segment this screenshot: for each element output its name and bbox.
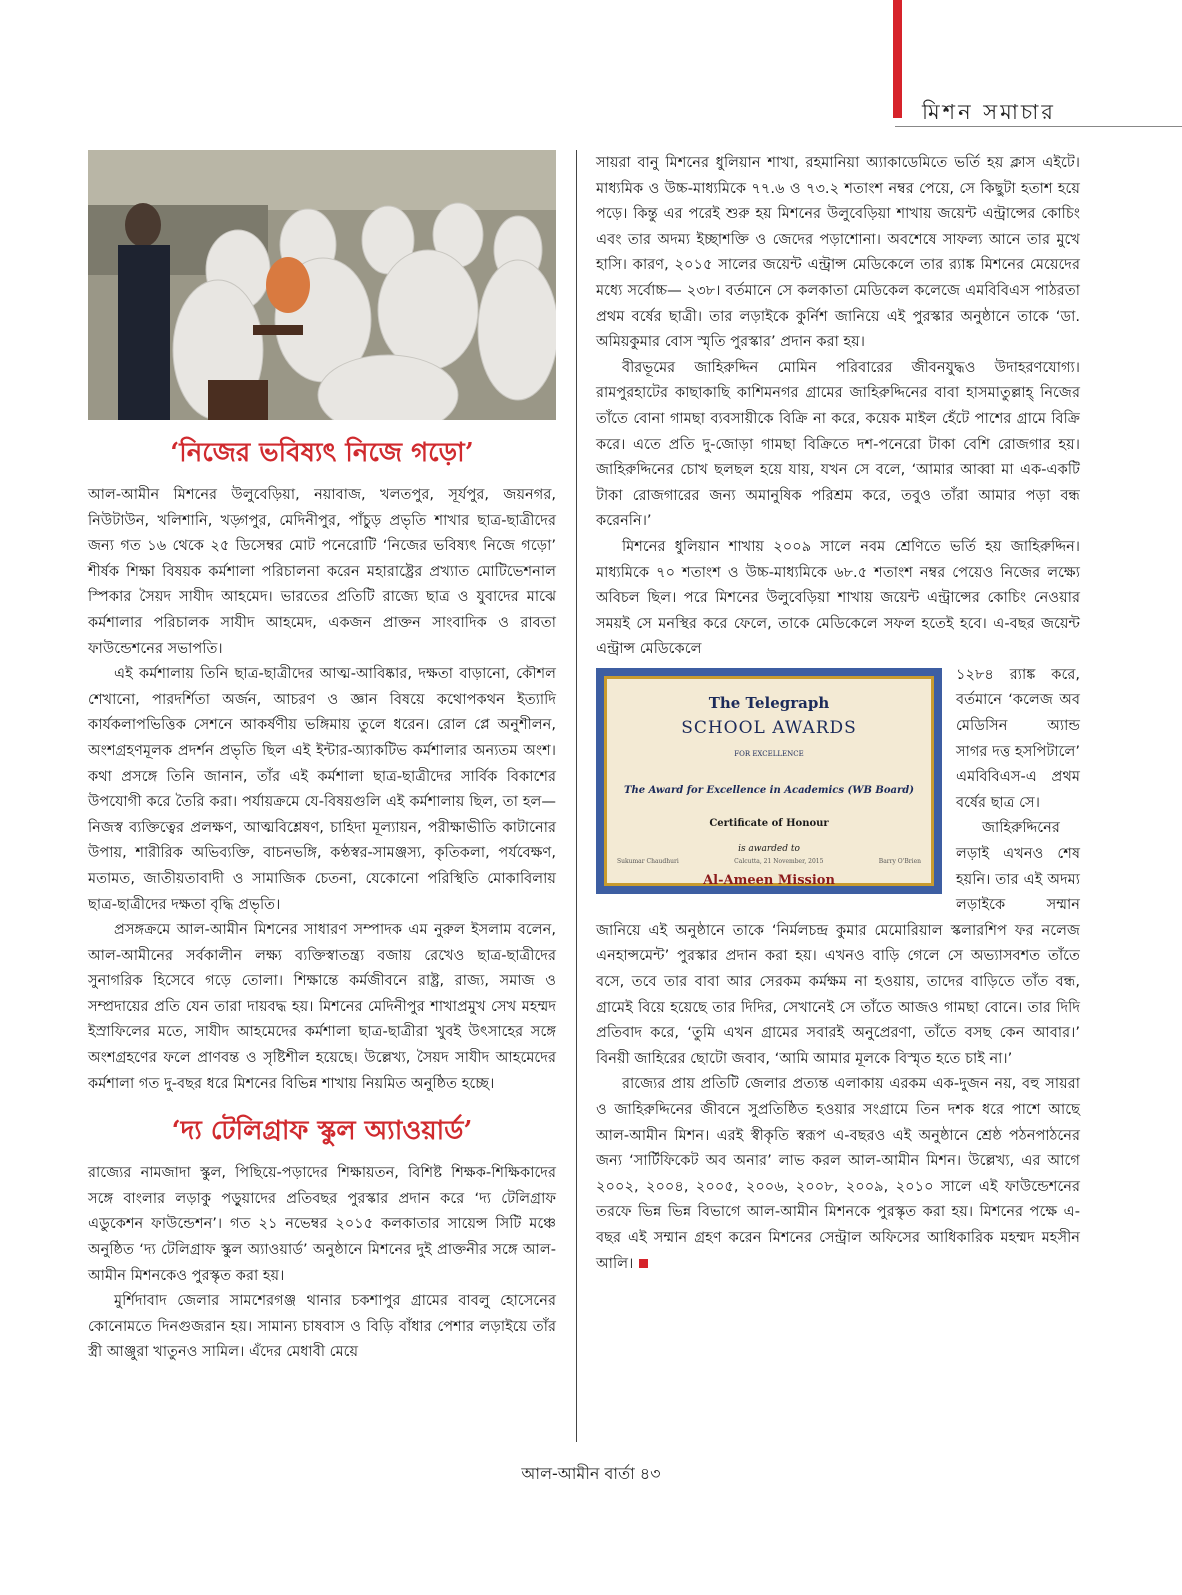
heading-telegraph-award: ‘দ্য টেলিগ্রাফ স্কুল অ্যাওয়ার্ড’: [171, 1116, 473, 1147]
paragraph: মিশনের ধুলিয়ান শাখায় ২০০৯ সালে নবম শ্রেণিতে ভর্তি হয় জাহিরুদ্দিন। মাধ্যমিকে ৭০ শতাংশ ও উচ্চ-মাধ্যমিকে ৬৮.৫ শতাংশ নম্বর পেয়েও নিজের লক্ষ্যে অবিচল ছিল। পরে মিশনের উলুবেড়িয়া শাখায় জয়েন্ট এন্ট্রান্সের কোচিং নেওয়ার সময়ই সে মনস্থির করে ফেলে, তাকে মেডিকেলে সফল হতেই হবে। এ-বছর জয়েন্ট এন্ট্রান্স মেডিকেলে: [596, 537, 1080, 658]
certificate-honour: Certificate of Honour: [709, 818, 829, 830]
paragraph: রাজ্যের নামজাদা স্কুল, পিছিয়ে-পড়াদের শিক্ষায়তন, বিশিষ্ট শিক্ষক-শিক্ষিকাদের সঙ্গে বাংলার লড়াকু পড়ুয়াদের প্রতিবছর পুরস্কার প্রদান করে ‘দ্য টেলিগ্রাফ এডুকেশন ফাউন্ডেশন’। গত ২১ নভেম্বর ২০১৫ কলকাতার সায়েন্স সিটি মঞ্চে অনুষ্ঠিত ‘দ্য টেলিগ্রাফ স্কুল অ্যাওয়ার্ড’ অনুষ্ঠানে মিশনের দুই প্রাক্তনীর সঙ্গে আল-আমীন মিশনকেও পুরস্কৃত করা হয়।: [88, 1164, 556, 1284]
certificate-footer: [617, 849, 921, 875]
paragraph-text: রাজ্যের প্রায় প্রতিটি জেলার প্রত্যন্ত এলাকায় এরকম এক-দুজন নয়, বহু সায়রা ও জাহিরুদ্দিনের জীবনে সুপ্রতিষ্ঠিত হওয়ার সংগ্রামে তিন দশক ধরে পাশে আছে আল-আমীন মিশন। এরই স্বীকৃতি স্বরূপ এ-বছরও এই অনুষ্ঠানে শ্রেষ্ঠ পঠনপাঠনের জন্য ‘সার্টিফিকেট অব অনার’ লাভ করল আল-আমীন মিশন। উল্লেখ্য, এর আগে ২০০২, ২০০৪, ২০০৫, ২০০৬, ২০০৮, ২০০৯, ২০১০ সালে এই ফাউন্ডেশনের তরফে ভিন্ন ভিন্ন বিভাগে আল-আমীন মিশনকে পুরস্কৃত করা হয়। মিশনের পক্ষে এ-বছর এই সম্মান গ্রহণ করেন মিশনের সেন্ট্রাল অফিসের আধিকারিক মহম্মদ মহসীন আলি।: [596, 1075, 1080, 1272]
paragraph-wrapped: জাহিরুদ্দিনের লড়াই এখনও শেষ হয়নি। তার এই অদম্য লড়াইকে সম্মান জানিয়ে এই অনুষ্ঠানে তাকে ‘নির্মলচন্দ্র কুমার মেমোরিয়াল স্কলারশিপ ফর নলেজ এনহান্সমেন্ট’ পুরস্কার প্রদান করা হয়। এখনও বাড়ি গেলে সে অভ্যাসবশত তাঁতে বসে, তবে তার বাবা আর সেরকম কর্মক্ষম না হওয়ায়, তাদের বাড়িতে তাঁত বন্ধ, গ্রামেই বিয়ে হয়েছে তার দিদির, সেখানেই সে তাঁতে আজও গামছা বোনে। তার দিদি প্রতিবাদ করে, ‘তুমি এখন গ্রামের সবারই অনুপ্রেরণা, তাঁতে বসছ কেন আবার।’ বিনয়ী জাহিরের ছোটো জবাব, ‘আমি আমার মূলকে বিস্মৃত হতে চাই না।’: [596, 819, 1080, 1067]
heading-workshop: ‘নিজের ভবিষ্যৎ নিজে গড়ো’: [170, 438, 474, 468]
paragraph: মুর্শিদাবাদ জেলার সামশেরগঞ্জ থানার চকশাপুর গ্রামের বাবলু হোসেনের কোনোমতে দিনগুজরান হয়। সামান্য চাষবাস ও বিড়ি বাঁধার পেশার লড়াইয়ে তাঁর স্ত্রী আঞ্জুরা খাতুনও সামিল। এঁদের মেধাবী মেয়ে: [88, 1292, 556, 1361]
paragraph-wrapped: ১২৮৪ র‍্যাঙ্ক করে, বর্তমানে ‘কলেজ অব মেডিসিন অ্যান্ড সাগর দত্ত হসপিটালে’ এমবিবিএস-এ প্রথম বর্ষের ছাত্র সে।: [956, 665, 1080, 811]
right-column: [596, 150, 1080, 1276]
certificate-brand: The Telegraph: [708, 693, 830, 712]
page-footer: আল-আমীন বার্তা ৪৩: [521, 1464, 661, 1483]
section-rule: [895, 126, 1182, 127]
certificate-photo: [596, 668, 942, 894]
column-divider: [576, 150, 577, 1442]
classroom-illustration: [88, 150, 556, 420]
end-mark: [639, 1259, 648, 1268]
certificate-awarded: is awarded to: [738, 843, 800, 854]
left-column: [88, 150, 556, 1365]
certificate-sub: FOR EXCELLENCE: [734, 750, 804, 759]
paragraph: সায়রা বানু মিশনের ধুলিয়ান শাখা, রহমানিয়া অ্যাকাডেমিতে ভর্তি হয় ক্লাস এইটে। মাধ্যমিক ও উচ্চ-মাধ্যমিকে ৭৭.৬ ও ৭৩.২ শতাংশ নম্বর পেয়ে, সে কিছুটা হতাশ হয়ে পড়ে। কিন্তু এর পরেই শুরু হয় মিশনের উলুবেড়িয়া শাখায় জয়েন্ট এন্ট্রান্সের কোচিং এবং তার অদম্য ইচ্ছাশক্তি ও জেদের পড়াশোনা। অবশেষে সাফল্য আনে তার মুখে হাসি। কারণ, ২০১৫ সালের জয়েন্ট এন্ট্রান্স মেডিকেলে তার র‍্যাঙ্ক মিশনের মেয়েদের মধ্যে সর্বোচ্চ— ২৩৮। বর্তমানে সে কলকাতা মেডিকেল কলেজে এমবিবিএস পাঠরতা প্রথম বর্ষের ছাত্রী। তার লড়াইকে কুর্নিশ জানিয়ে এই পুরস্কার অনুষ্ঠানে তাকে ‘ডা. অমিয়কুমার বোস স্মৃতি পুরস্কার’ প্রদান করা হয়।: [596, 154, 1080, 351]
section-label: মিশন সমাচার: [922, 100, 1056, 124]
accent-bar: [893, 0, 902, 118]
paragraph: [596, 1071, 1080, 1276]
certificate-recipient: Al-Ameen Mission: [703, 873, 835, 889]
certificate-awards: SCHOOL AWARDS: [681, 718, 857, 739]
classroom-photo: [88, 150, 556, 420]
certificate-award-line: The Award for Excellence in Academics (WB Board): [624, 784, 914, 796]
paragraph: আল-আমীন মিশনের উলুবেড়িয়া, নয়াবাজ, খলতপুর, সূর্যপুর, জয়নগর, নিউটাউন, খলিশানি, খড়্গপুর, মেদিনীপুর, পাঁচুড় প্রভৃতি শাখার ছাত্র-ছাত্রীদের জন্য গত ১৬ থেকে ২৫ ডিসেম্বর মোট পনেরোটি ‘নিজের ভবিষ্যৎ নিজে গড়ো’ শীর্ষক শিক্ষা বিষয়ক কর্মশালা পরিচালনা করেন মহারাষ্ট্রের প্রখ্যাত মোটিভেশনাল স্পিকার সৈয়দ সাযীদ আহমেদ। ভারতের প্রতিটি রাজ্যে ছাত্র ও যুবাদের মাঝে কর্মশালার পরিচালক সাযীদ আহমেদ, একজন প্রাক্তন সাংবাদিক ও রাবতা ফাউন্ডেশনের সভাপতি।: [88, 486, 556, 657]
paragraph: প্রসঙ্গক্রমে আল-আমীন মিশনের সাধারণ সম্পাদক এম নুরুল ইসলাম বলেন, আল-আমীনের সর্বকালীন লক্ষ্য ব্যক্তিস্বাতন্ত্র্য বজায় রেখেও ছাত্র-ছাত্রীদের সুনাগরিক হিসেবে গড়ে তোলা। শিক্ষান্তে কর্মজীবনে রাষ্ট্র, রাজ্য, সমাজ ও সম্প্রদায়ের প্রতি যেন তারা দায়বদ্ধ হয়। মিশনের মেদিনীপুর শাখাপ্রমুখ সেখ মহম্মদ ইস্রাফিলের মতে, সাযীদ আহমেদের কর্মশালা ছাত্র-ছাত্রীরা খুবই উৎসাহের সঙ্গে অংশগ্রহণের ফলে প্রাণবন্ত ও সৃষ্টিশীল হয়েছে। উল্লেখ্য, সৈয়দ সাযীদ আহমেদের কর্মশালা গত দু-বছর ধরে মিশনের বিভিন্ন শাখায় নিয়মিত অনুষ্ঠিত হচ্ছে।: [88, 921, 556, 1092]
paragraph: এই কর্মশালায় তিনি ছাত্র-ছাত্রীদের আত্ম-আবিষ্কার, দক্ষতা বাড়ানো, কৌশল শেখানো, পারদর্শিতা অর্জন, আচরণ ও জ্ঞান বিষয়ে কথোপকথন ইত্যাদি কার্যকলাপভিত্তিক সেশনে আকর্ষণীয় ভঙ্গিমায় তুলে ধরেন। রোল প্লে অনুশীলন, অংশগ্রহণমূলক প্রদর্শন প্রভৃতি ছিল এই ইন্টার-অ্যাকটিভ কর্মশালার অন্যতম অংশ। কথা প্রসঙ্গে তিনি জানান, তাঁর এই কর্মশালা ছাত্র-ছাত্রীদের সার্বিক বিকাশের উপযোগী করে তৈরি করা। পর্যায়ক্রমে যে-বিষয়গুলি এই কর্মশালায় ছিল, তা হল— নিজস্ব ব্যক্তিত্বের প্রলক্ষণ, আত্মবিশ্লেষণ, চাহিদা মূল্যায়ন, পরীক্ষাভীতি কাটানোর উপায়, শারীরিক অভিব্যক্তি, বাচনভঙ্গি, কণ্ঠস্বর-সামঞ্জস্য, কৃতিকলা, পর্যবেক্ষণ, মতামত, জাতীয়তাবাদী ও সামাজিক চেতনা, যেকোনো পরিস্থিতি মোকাবিলায় ছাত্র-ছাত্রীদের দক্ষতা বৃদ্ধি প্রভৃতি।: [88, 665, 557, 913]
certificate-sign-right: Barry O'Brien: [878, 858, 921, 866]
certificate-place-date: Calcutta, 21 November, 2015: [734, 858, 824, 866]
certificate-sign-left: Sukumar Chaudhuri: [617, 858, 679, 866]
paragraph: বীরভূমের জাহিরুদ্দিন মোমিন পরিবারের জীবনযুদ্ধও উদাহরণযোগ্য। রামপুরহাটের কাছাকাছি কাশিমনগর গ্রামের জাহিরুদ্দিনের বাবা হাসমাতুল্লাহ্ নিজের তাঁতে বোনা গামছা ব্যবসায়ীকে বিক্রি না করে, কয়েক মাইল হেঁটে পাশের গ্রামে বিক্রি করে। এতে প্রতি দু-জোড়া গামছা বিক্রিতে দশ-পনেরো টাকা বেশি রোজগার হয়। জাহিরুদ্দিনের চোখ ছলছল হয়ে যায়, যখন সে বলে, ‘আমার আব্বা মা এক-একটি টাকা রোজগারের জন্য অমানুষিক পরিশ্রম করে, তবুও তাঁরা আমার পড়া বন্ধ করেননি।’: [596, 358, 1080, 530]
certificate: [604, 676, 934, 889]
